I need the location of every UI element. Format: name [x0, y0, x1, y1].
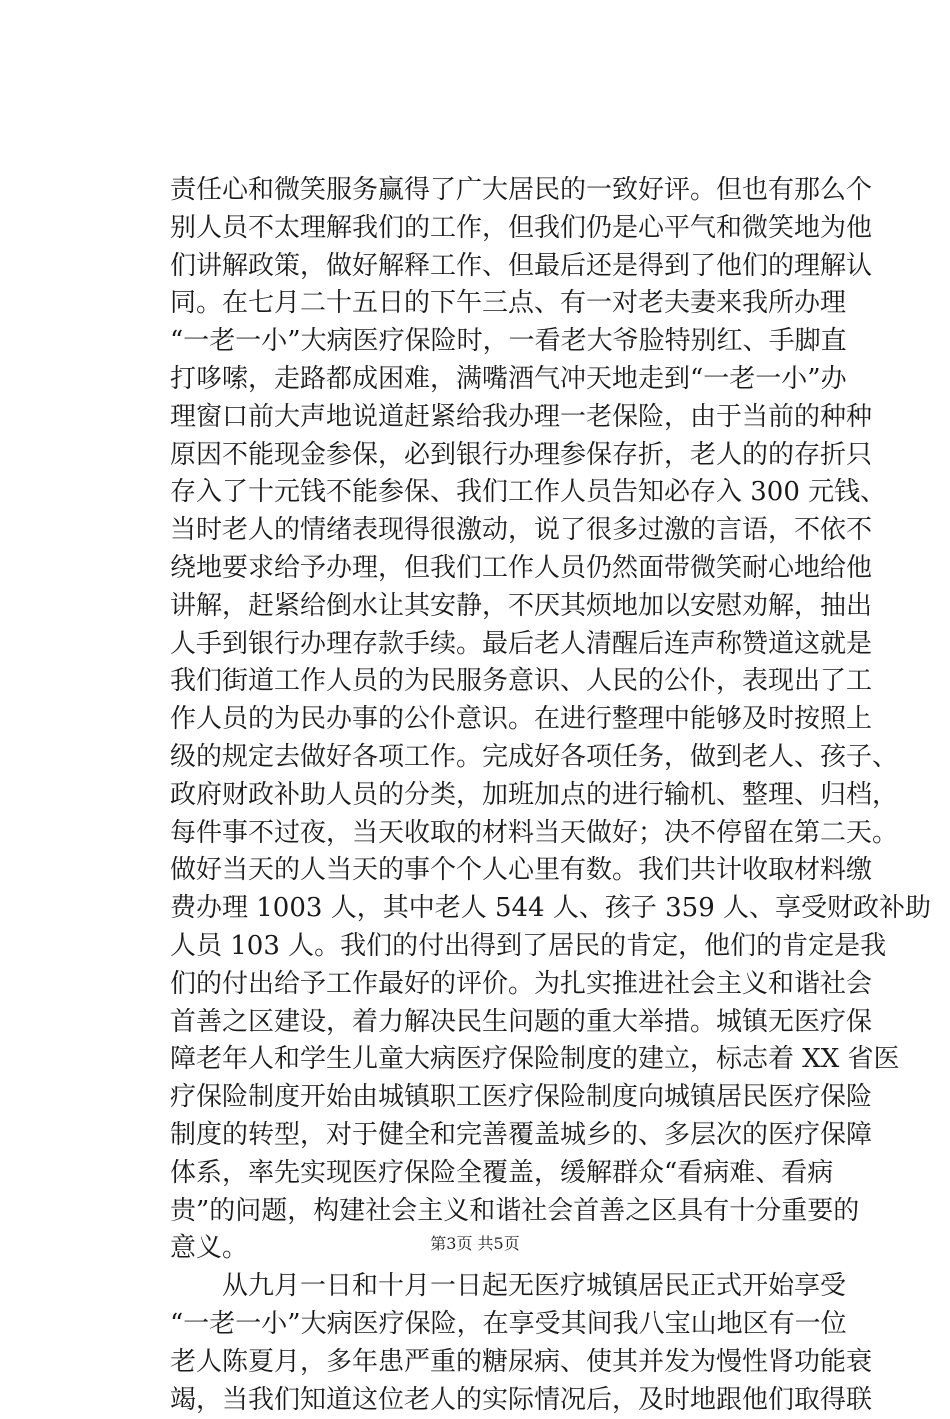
text-line: 每件事不过夜，当天收取的材料当天做好；决不停留在第二天。 [170, 815, 830, 853]
text-line: 理窗口前大声地说道赶紧给我办理一老保险，由于当前的种种 [170, 399, 830, 437]
text-line: 绕地要求给予办理，但我们工作人员仍然面带微笑耐心地给他 [170, 550, 830, 588]
text-line: 从九月一日和十月一日起无医疗城镇居民正式开始享受 [170, 1268, 830, 1306]
text-line: 打哆嗦，走路都成困难，满嘴酒气冲天地走到“一老一小”办 [170, 361, 830, 399]
text-line: 级的规定去做好各项工作。完成好各项任务，做到老人、孩子、 [170, 739, 830, 777]
text-line: 人手到银行办理存款手续。最后老人清醒后连声称赞道这就是 [170, 626, 830, 664]
text-line: 障老年人和学生儿童大病医疗保险制度的建立，标志着 XX 省医 [170, 1041, 830, 1079]
text-line: 作人员的为民办事的公仆意识。在进行整理中能够及时按照上 [170, 701, 830, 739]
text-line: 体系，率先实现医疗保险全覆盖，缓解群众“看病难、看病 [170, 1155, 830, 1193]
text-line: “一老一小”大病医疗保险时，一看老大爷脸特别红、手脚直 [170, 323, 830, 361]
text-line: 们的付出给予工作最好的评价。为扎实推进社会主义和谐社会 [170, 966, 830, 1004]
text-line: 首善之区建设，着力解决民生问题的重大举措。城镇无医疗保 [170, 1004, 830, 1042]
page-number: 第3页 共5页 [430, 1234, 519, 1253]
text-line: 意义。 [170, 1230, 830, 1268]
text-line: 竭，当我们知道这位老人的实际情况后，及时地跟他们取得联 [170, 1382, 830, 1419]
text-line: 政府财政补助人员的分类，加班加点的进行输机、整理、归档， [170, 777, 830, 815]
text-line: 人员 103 人。我们的付出得到了居民的肯定，他们的肯定是我 [170, 928, 830, 966]
text-line: 疗保险制度开始由城镇职工医疗保险制度向城镇居民医疗保险 [170, 1079, 830, 1117]
text-line: “一老一小”大病医疗保险，在享受其间我八宝山地区有一位 [170, 1306, 830, 1344]
text-line: 存入了十元钱不能参保、我们工作人员告知必存入 300 元钱、 [170, 474, 830, 512]
text-line: 讲解，赶紧给倒水让其安静，不厌其烦地加以安慰劝解，抽出 [170, 588, 830, 626]
text-line: 别人员不太理解我们的工作，但我们仍是心平气和微笑地为他 [170, 210, 830, 248]
text-line: 原因不能现金参保，必到银行办理参保存折，老人的的存折只 [170, 437, 830, 475]
text-line: 当时老人的情绪表现得很激动，说了很多过激的言语，不依不 [170, 512, 830, 550]
text-line: 同。在七月二十五日的下午三点、有一对老夫妻来我所办理 [170, 285, 830, 323]
text-line: 费办理 1003 人，其中老人 544 人、孩子 359 人、享受财政补助 [170, 890, 830, 928]
text-line: 制度的转型，对于健全和完善覆盖城乡的、多层次的医疗保障 [170, 1117, 830, 1155]
text-line: 做好当天的人当天的事个个人心里有数。我们共计收取材料缴 [170, 852, 830, 890]
text-line: 贵”的问题，构建社会主义和谐社会首善之区具有十分重要的 [170, 1193, 830, 1231]
text-line: 老人陈夏月，多年患严重的糖尿病、使其并发为慢性肾功能衰 [170, 1344, 830, 1382]
text-line: 们讲解政策，做好解释工作、但最后还是得到了他们的理解认 [170, 248, 830, 286]
text-line: 责任心和微笑服务赢得了广大居民的一致好评。但也有那么个 [170, 172, 830, 210]
text-line: 我们街道工作人员的为民服务意识、人民的公仆，表现出了工 [170, 663, 830, 701]
page-footer [0, 1232, 950, 1256]
